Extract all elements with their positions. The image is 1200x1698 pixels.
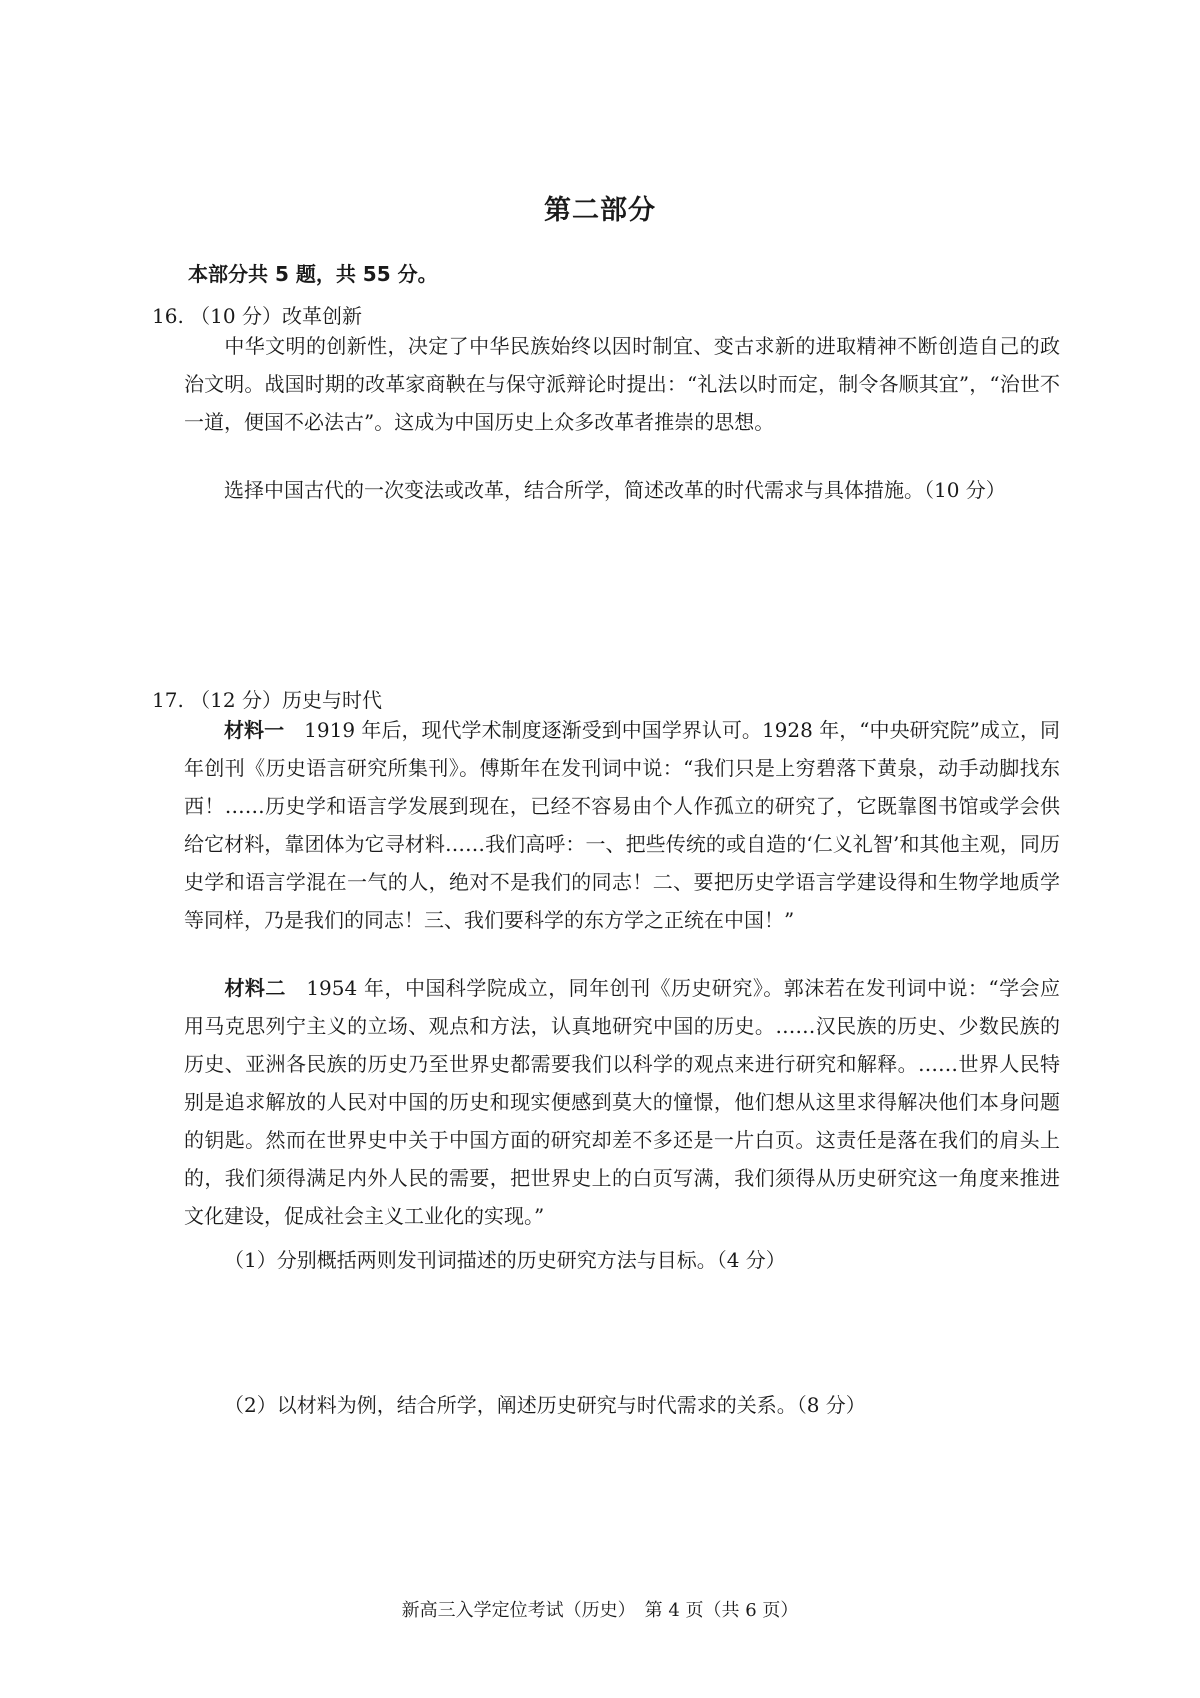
question-16-number: 16. [152,304,184,328]
part-title: 第二部分 [544,195,656,226]
question-17-title: （12 分）历史与时代 [190,688,382,712]
material-2 [184,969,1060,1235]
material-2-label: 材料二 [224,976,286,1000]
question-17-number: 17. [152,688,184,712]
question-16-title: （10 分）改革创新 [190,304,362,328]
material-1-text: 1919 年后，现代学术制度逐渐受到中国学界认可。1928 年，“中央研究院”成立，同年创刊《历史语言研究所集刊》。傅斯年在发刊词中说：“我们只是上穷碧落下黄泉，动手动脚找东西！……历史学和语言学发展到现在，已经不容易由个人作孤立的研究了，它既靠图书馆或学会供给它材料，靠团体为它寻材料……我们高呼：一、把些传统的或自造的‘仁义礼智’和其他主观，同历史学和语言学混在一气的人，绝对不是我们的同志！二、要把历史学语言学建设得和生物学地质学等同样，乃是我们的同志！三、我们要科学的东方学之正统在中国！” [184,718,1061,932]
question-16-paragraph [184,327,1060,441]
question-17-sub-2: （2）以材料为例，结合所学，阐述历史研究与时代需求的关系。（8 分） [224,1393,866,1417]
question-16-prompt-text: 选择中国古代的一次变法或改革，结合所学，简述改革的时代需求与具体措施。（10 分） [224,478,1006,502]
question-17-header [152,684,382,713]
material-1-label: 材料一 [224,718,285,742]
question-16-prompt [184,471,1060,509]
material-2-text: 1954 年，中国科学院成立，同年创刊《历史研究》。郭沫若在发刊词中说：“学会应用马克思列宁主义的立场、观点和方法，认真地研究中国的历史。……汉民族的历史、少数民族的历史、亚洲各民族的历史乃至世界史都需要我们以科学的观点来进行研究和解释。……世界人民特别是追求解放的人民对中国的历史和现实便感到莫大的憧憬，他们想从这里求得解决他们本身问题的钥匙。然而在世界史中关于中国方面的研究却差不多还是一片白页。这责任是落在我们的肩头上的，我们须得满足内外人民的需要，把世界史上的白页写满，我们须得从历史研究这一角度来推进文化建设，促成社会主义工业化的实现。” [184,976,1061,1228]
material-1 [184,711,1060,939]
question-16-text: 中华文明的创新性，决定了中华民族始终以因时制宜、变古求新的进取精神不断创造自己的政治文明。战国时期的改革家商鞅在与保守派辩论时提出：“礼法以时而定，制令各顺其宜”，“治世不一道，便国不必法古”。这成为中国历史上众多改革者推崇的思想。 [184,334,1060,434]
page-footer: 新高三入学定位考试（历史） 第 4 页（共 6 页） [401,1600,799,1621]
question-17-sub-1: （1）分别概括两则发刊词描述的历史研究方法与目标。（4 分） [224,1248,786,1272]
part-intro: 本部分共 5 题，共 55 分。 [188,262,438,286]
question-16-header [152,300,362,329]
